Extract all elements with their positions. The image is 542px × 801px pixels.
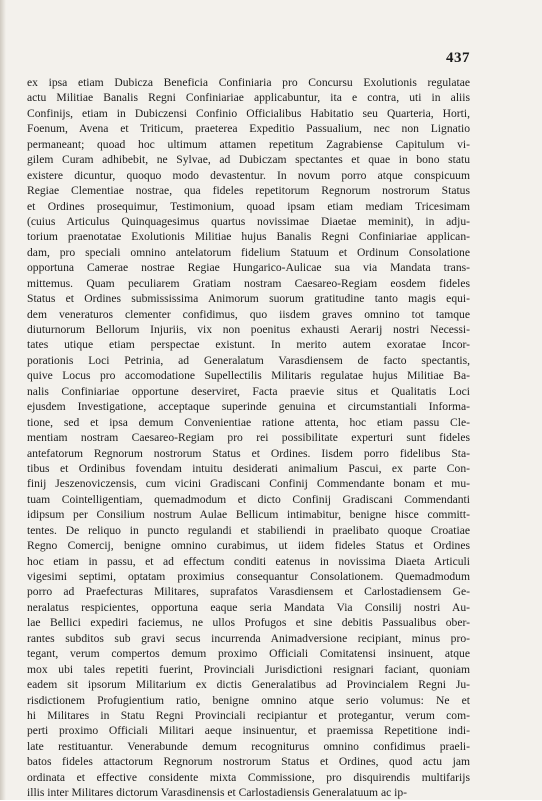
text-line: tentes. De reliquo in puncto regulandi et stabiliendi in praelibato quoque Croatiae xyxy=(27,523,470,537)
text-line: late restituantur. Venerabunde demum recogniturus omnino confidimus praeli- xyxy=(27,739,470,753)
text-line: eadem sit ipsorum Militarium ex dictis Generalatibus ad Provincialem Regni Ju- xyxy=(27,678,470,692)
text-line: ejusdem Investigatione, acceptaque superinde genuina et circumstantiali Informa- xyxy=(27,400,470,414)
text-line: porationis Loci Petrinia, ad Generalatum Varasdiensem de facto spectantis, xyxy=(27,353,470,367)
text-line: porro ad Praefecturas Militares, suprafatos Varasdiensem et Carlostadiensem Ge- xyxy=(27,585,470,599)
text-line: nalis Confiniariae opportune deserviret, Facta praevie situs et Qualitatis Loci xyxy=(27,384,470,398)
text-line: perti proximo Officiali Militari aeque insinuentur, et praemissa Repetitione indi- xyxy=(27,724,470,738)
text-line: neralatus respicientes, opportuna eaque seria Mandata Via Consilij nostri Au- xyxy=(27,600,470,614)
text-line: finij Jeszenoviczensis, cum vicini Gradiscani Confinij Commendante bonam et mu- xyxy=(27,477,470,491)
text-line: actu Militiae Banalis Regni Confiniariae applicabuntur, ita e contra, uti in aliis xyxy=(27,91,470,105)
text-line: gilem Curam adhibebit, ne Sylvae, ad Dubiczam spectantes et quae in bono statu xyxy=(27,153,470,167)
text-line: torium praenotatae Exolutionis Militiae hujus Banalis Regni Confiniariae applican- xyxy=(27,230,470,244)
text-line: permaneant; quoad hoc ultimum attamen repetitum Zagrabiense Capitulum vi- xyxy=(27,137,470,151)
text-line: Confinijs, etiam in Dubiczensi Confinio Officialibus Habitatio seu Quarteria, Horti, xyxy=(27,106,470,120)
text-line: lae Bellici expediri faciemus, ne ullos Profugos et sine debitis Passualibus ober- xyxy=(27,616,470,630)
text-line: ordinata et effective considente mixta Commissione, pro disquirendis multifarijs xyxy=(27,770,470,784)
text-line: mentiam nostram Caesareo-Regiam pro rei possibilitate experturi sunt fideles xyxy=(27,431,470,445)
text-line: antefatorum Regnorum nostrorum Status et Ordines. Iisdem porro fidelibus Sta- xyxy=(27,446,470,460)
text-line: batos fideles attactorum Regnorum nostrorum Status et Ordines, quod actu jam xyxy=(27,755,470,769)
text-line: et Ordines prosequimur, Testimonium, quoad ipsam etiam mediam Tricesimam xyxy=(27,199,470,213)
text-line: dam, pro speciali omnino antelatorum fidelium Statuum et Ordinum Consolatione xyxy=(27,245,470,259)
text-line: tione, sed et ipsa demum Convenientiae ratione attenta, hoc etiam passu Cle- xyxy=(27,415,470,429)
text-line: Regno Comercij, benigne omnino curabimus, ut iidem fideles Status et Ordines xyxy=(27,539,470,553)
text-line: Foenum, Avena et Triticum, praeterea Expeditio Passualium, nec non Lignatio xyxy=(27,122,470,136)
text-line: mox ubi tales repetiti fuerint, Provinciali Jurisdictioni resignari faciant, quoniam xyxy=(27,662,470,676)
text-line: ex ipsa etiam Dubicza Beneficia Confiniaria pro Concursu Exolutionis regulatae xyxy=(27,76,470,89)
text-line: tates utique etiam perspectae existunt. In merito autem exoratae Incor- xyxy=(27,338,470,352)
page-edge-shadow xyxy=(0,0,6,800)
text-line: dem veneraturos clementer confidimus, quo iisdem graves omnino tot tamque xyxy=(27,307,470,321)
text-line: Status et Ordines submississima Animorum suorum gratitudine tanto magis equi- xyxy=(27,292,470,306)
page-number: 437 xyxy=(446,50,470,66)
text-line: illis inter Militares dictorum Varasdinensis et Carlostadiensis Generalatuum ac ip- xyxy=(27,786,408,800)
text-line: diuturnorum Bellorum Injuriis, vix non poenitus exhausti Aerarij nostri Necessi- xyxy=(27,323,470,336)
text-line: tegant, verum compertos demum proximo Officiali Comitatensi insinuent, atque xyxy=(27,647,470,661)
text-line: tuam Cointelligentiam, quemadmodum et dicto Confinij Gradiscani Commendanti xyxy=(27,492,470,506)
text-line: (cuius Articulus Quinquagesimus quartus novissimae Diaetae meminit), in adju- xyxy=(27,214,470,228)
text-line: existere dicuntur, quoquo modo devastentur. In novum porro atque conspicuum xyxy=(27,168,470,182)
text-line: hoc etiam in passu, et ad effectum conditi eatenus in novissima Diaeta Articuli xyxy=(27,554,470,568)
text-line: vigesimi septimi, optatam proximius consequantur Consolationem. Quemadmodum xyxy=(27,570,470,583)
text-line: risdictionem Profugientium ratio, benigne omnino atque serio volumus: Ne et xyxy=(27,693,470,707)
text-line: mittemus. Quam peculiarem Gratiam nostram Caesareo-Regiam eosdem fideles xyxy=(27,276,470,290)
body-text xyxy=(27,75,470,801)
text-line: opportuna Camerae nostrae Regiae Hungarico-Aulicae sua via Mandata trans- xyxy=(27,261,470,275)
text-line: Regiae Clementiae nostrae, qua fideles repetitorum Regnorum nostrorum Status xyxy=(27,184,470,198)
text-line: tibus et Ordinibus fovendam intuitu desiderati animalium Pascui, ex parte Con- xyxy=(27,461,470,475)
text-line: rantes subditos sub gravi secus incurrenda Animadversione recipiant, minus pro- xyxy=(27,631,470,645)
text-line: idipsum per Consilium nostrum Aulae Bellicum intimabitur, benigne hisce committ- xyxy=(27,508,470,522)
text-line: quive Locus pro accomodatione Supellectilis Militaris regulatae hujus Militiae Ba- xyxy=(27,369,470,383)
text-line: hi Militares in Statu Regni Provinciali recipiantur et protegantur, verum com- xyxy=(27,708,470,722)
